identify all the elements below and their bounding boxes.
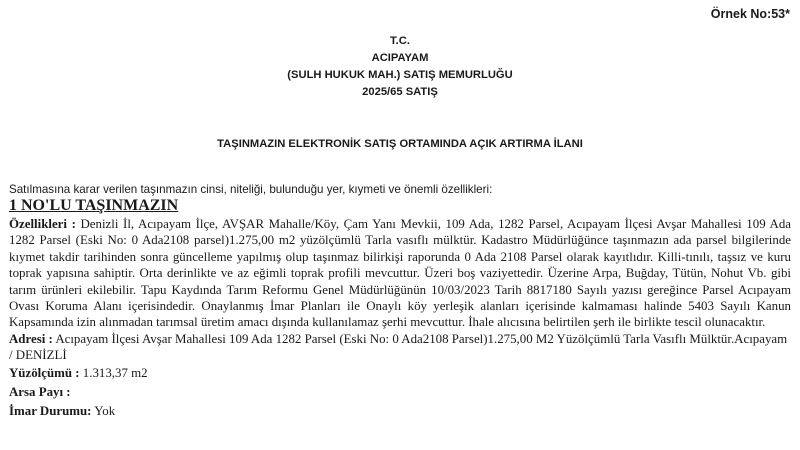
- header-line-file-no: 2025/65 SATIŞ: [362, 86, 438, 98]
- area-value: 1.313,37 m2: [79, 365, 148, 380]
- property-area: [9, 364, 791, 383]
- sample-number: Örnek No:53*: [710, 7, 790, 21]
- address-text: Acıpayam İlçesi Avşar Mahallesi 109 Ada 1282 Parsel (Eski No: 0 Ada2108 Parsel)1.275,00 M2 Yüzölçümlü Tarla Vasıflı Mülktür.Acıpayam / DENİZLİ: [9, 331, 788, 363]
- property-features: [9, 216, 791, 331]
- header-line-district: ACIPAYAM: [371, 52, 429, 64]
- address-label: Adresi :: [9, 331, 53, 346]
- property-land-share: [9, 383, 791, 402]
- intro-text: Satılmasına karar verilen taşınmazın cinsi, niteliği, bulunduğu yer, kıymeti ve önemli özellikleri:: [9, 183, 493, 196]
- property-section: [9, 196, 791, 421]
- zoning-value: Yok: [91, 403, 116, 418]
- header-line-tc: T.C.: [390, 35, 410, 47]
- property-address: [9, 331, 791, 364]
- header-line-office: (SULH HUKUK MAH.) SATIŞ MEMURLUĞU: [287, 69, 513, 81]
- zoning-label: İmar Durumu:: [9, 403, 92, 418]
- features-label: Özellikleri :: [9, 217, 76, 231]
- document-header: [0, 33, 800, 101]
- property-zoning: [9, 402, 791, 421]
- notice-title: TAŞINMAZIN ELEKTRONİK SATIŞ ORTAMINDA AÇIK ARTIRMA İLANI: [217, 138, 583, 150]
- land-share-label: Arsa Payı :: [9, 384, 71, 399]
- area-label: Yüzölçümü :: [9, 365, 80, 380]
- features-text: Denizli İl, Acıpayam İlçe, AVŞAR Mahalle/Köy, Çam Yanı Mevkii, 109 Ada, 1282 Parsel, Acıpayam İlçesi Avşar Mahallesi 109 Ada 1282 Parsel (Eski No: 0 Ada2108 parsel)1.275,00 m2 yüzölçümlü Tarla vasıflı mülktür. Kadastro Müdürlüğünce taşınmazın ada parsel bilgilerinde kıymet takdir tarihinden sonra güncelleme yapılmış olup taşınmaz bilirkişi raporunda 0 Ada 2108 Parsel olarak kayıtlıdır. Killi-tınılı, taşsız ve kuru toprak yapısına sahiptir. Orta derinlikte ve az eğimli toprak profili mevcuttur. Üzeri boş vaziyettedir. Üzerine Arpa, Buğday, Tütün, Nohut Vb. gibi tarım ürünleri ekilebilir. Tapu Kaydında Tarım Reformu Genel Müdürlüğünün 10/03/2023 Tarih 8817180 Sayılı yazısı gereğince Parsel Acıpayam Ovası Koruma Alanı içerisindedir. Onaylanmış İmar Planları ile Onaylı köy yerleşik alanları içerisinde kalmaması halinde 5403 Sayılı Kanun Kapsamında izin alınmadan tarımsal üretim amacı dışında kullanılamaz şerhi mevcuttur. İhale alıcısına belirtilen şerh ile birlikte tescil olunacaktır.: [9, 217, 791, 330]
- property-heading: 1 NO'LU TAŞINMAZIN: [9, 197, 179, 214]
